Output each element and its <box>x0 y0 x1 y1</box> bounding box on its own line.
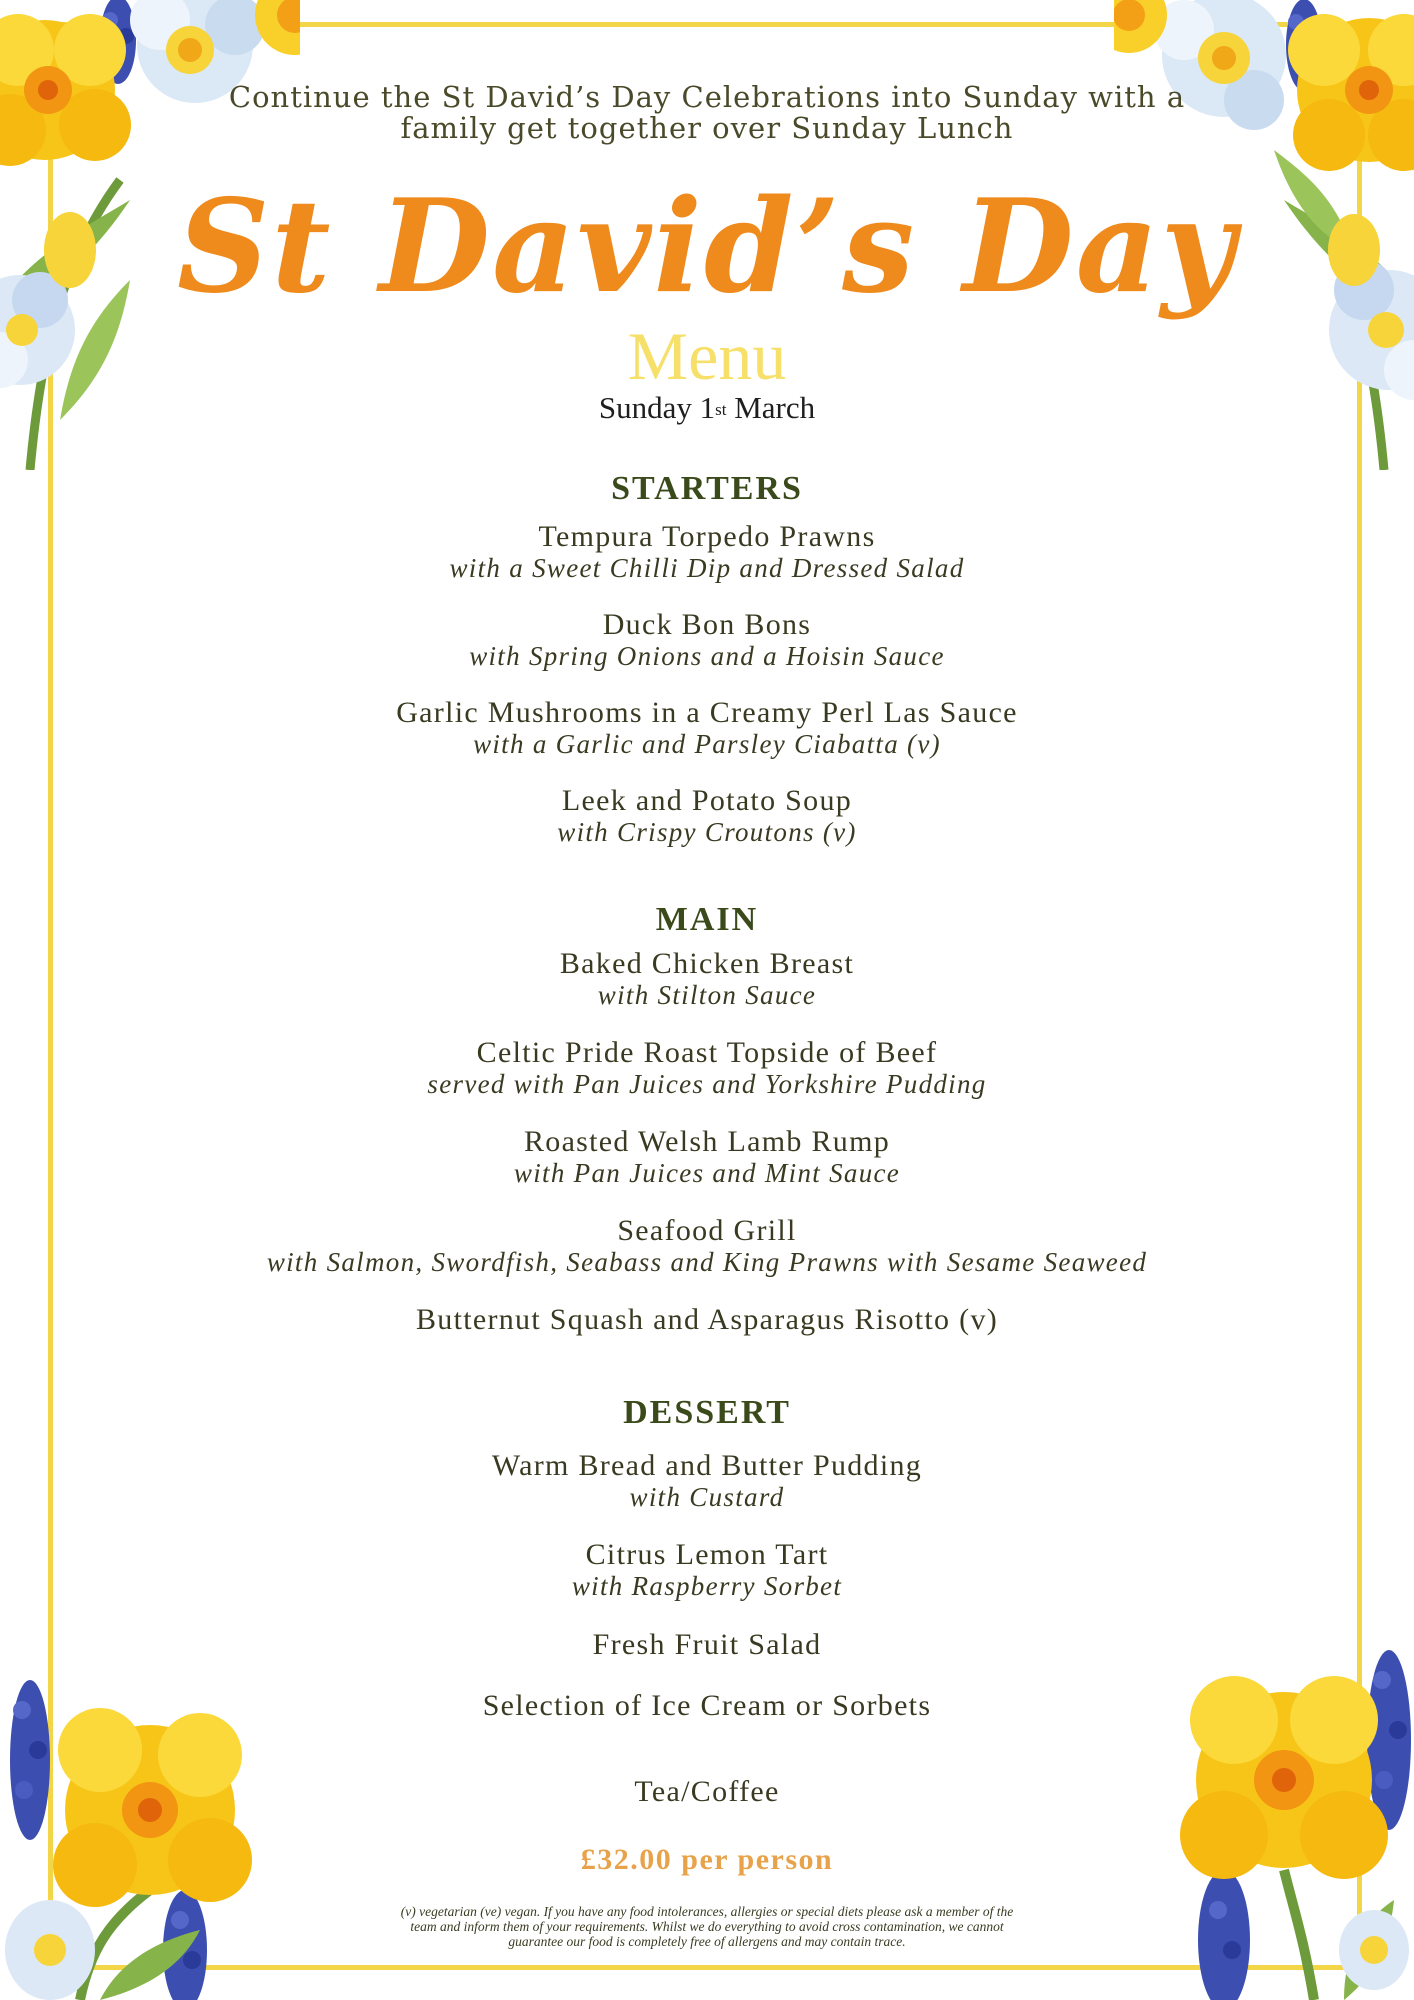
dish-name: Butternut Squash and Asparagus Risotto (v) <box>415 1303 999 1336</box>
intro-line-1: Continue the St David’s Day Celebrations into Sunday with a <box>228 80 1186 114</box>
dish-name: Selection of Ice Cream or Sorbets <box>482 1689 932 1722</box>
menu-date <box>0 388 1414 428</box>
menu-subtitle: Menu <box>627 318 787 394</box>
intro-line-2: family get together over Sunday Lunch <box>400 111 1014 145</box>
dish-name: Baked Chicken Breast <box>559 947 855 980</box>
dish-description: with Stilton Sauce <box>597 980 817 1010</box>
dish-name: Garlic Mushrooms in a Creamy Perl Las Sauce <box>396 696 1018 729</box>
intro-text <box>0 82 1414 144</box>
section-heading-starters: STARTERS <box>611 470 803 507</box>
dish-name: Duck Bon Bons <box>602 608 812 641</box>
dish-description: with Custard <box>629 1482 785 1512</box>
section-heading-main: MAIN <box>655 901 759 938</box>
menu-title: St David’s Day <box>176 172 1238 322</box>
dish-name: Fresh Fruit Salad <box>592 1628 822 1661</box>
dish-description: with Raspberry Sorbet <box>571 1571 843 1601</box>
date-suffix: st <box>715 400 727 419</box>
dish-description: with Pan Juices and Mint Sauce <box>513 1158 901 1188</box>
dish-name: Citrus Lemon Tart <box>585 1538 829 1571</box>
notice-line-2: team and inform them of your requirements. Whilst we do everything to avoid cross contamination, we cannot <box>410 1919 1004 1934</box>
dish-name: Celtic Pride Roast Topside of Beef <box>476 1036 938 1069</box>
dish-description: with Salmon, Swordfish, Seabass and King Prawns with Sesame Seaweed <box>266 1247 1148 1277</box>
dish-description: served with Pan Juices and Yorkshire Pudding <box>427 1069 987 1099</box>
dish-name: Roasted Welsh Lamb Rump <box>523 1125 891 1158</box>
dish-description: with a Garlic and Parsley Ciabatta (v) <box>473 729 941 759</box>
allergen-notice <box>290 1904 1124 1949</box>
price: £32.00 per person <box>580 1843 834 1876</box>
dish-name: Leek and Potato Soup <box>561 784 853 817</box>
section-heading-dessert: DESSERT <box>623 1394 791 1431</box>
dish-description: with Crispy Croutons (v) <box>557 817 857 847</box>
tea-coffee: Tea/Coffee <box>634 1775 780 1808</box>
dish-description: with a Sweet Chilli Dip and Dressed Salad <box>449 553 965 583</box>
dish-name: Seafood Grill <box>617 1214 797 1247</box>
date-day: Sunday 1 <box>598 390 716 425</box>
notice-line-1: (v) vegetarian (ve) vegan. If you have any food intolerances, allergies or special diets please ask a member of the <box>400 1904 1014 1919</box>
date-month: March <box>734 390 816 425</box>
dish-name: Warm Bread and Butter Pudding <box>491 1449 923 1482</box>
dish-description: with Spring Onions and a Hoisin Sauce <box>469 641 945 671</box>
notice-line-3: guarantee our food is completely free of allergens and may contain trace. <box>508 1934 906 1949</box>
dish-name: Tempura Torpedo Prawns <box>538 520 876 553</box>
